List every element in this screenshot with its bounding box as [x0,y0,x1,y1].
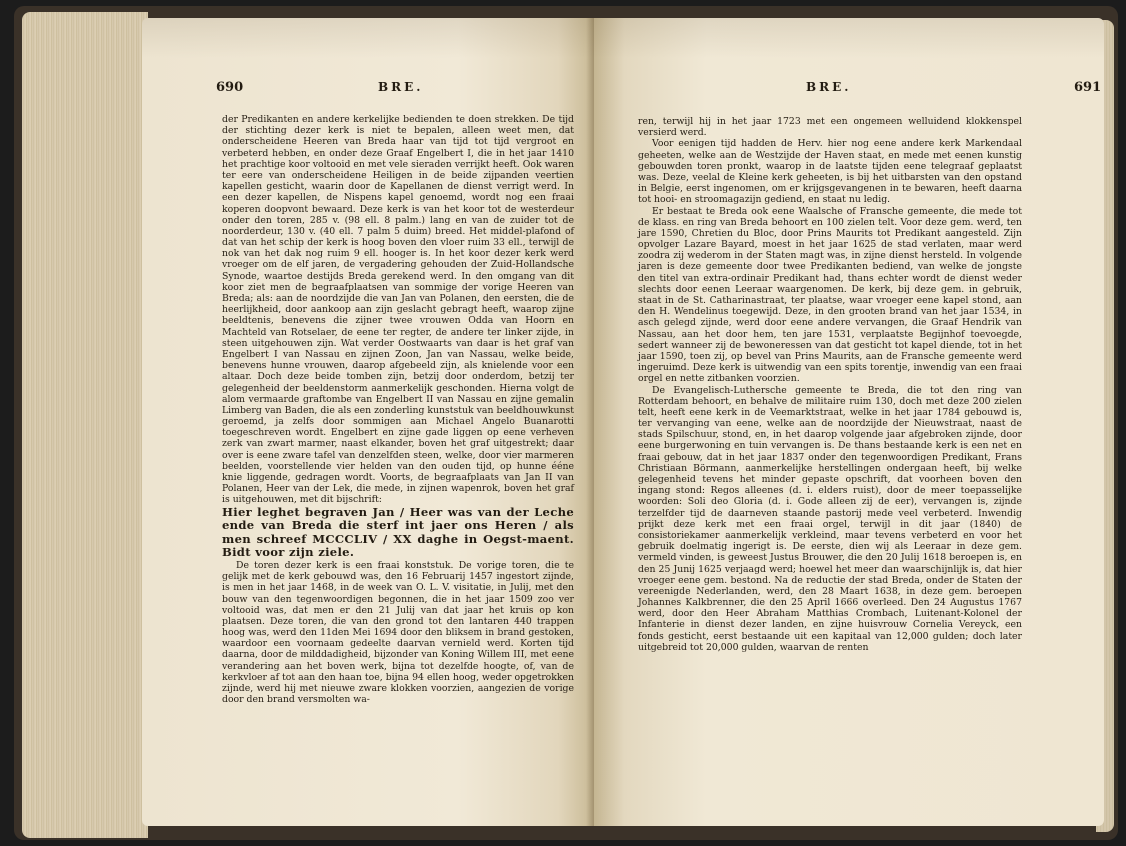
left-page-body [222,114,574,705]
right-page-number: 691 [1074,80,1102,95]
right-page-header [594,80,1104,100]
right-paragraph: Voor eenigen tijd hadden de Herv. hier nog eene andere kerk Markendaal geheeten, welke aan de Westzijde der Haven staat, en mede met eenen kunstig gebouwden toren pronkt, waarop in de laatste tijden eene telegraaf geplaatst was. Deze, veelal de Kleine kerk geheeten, is bij het uitbarsten van den opstand in Belgie, eerst ingenomen, om er krijgsgevangenen in te bewaren, heeft daarna tot hooi- en stroomagazijn gediend, en staat nu ledig. [638,138,1022,206]
left-page-header [142,80,594,100]
blackletter-inscription: Hier leghet begraven Jan / Heer was van der Leche ende van Breda die sterf int jaer ons Heren / als men schreef MCCCLIV / XX daghe in Oegst-maent. Bidt voor zijn ziele. [222,504,574,560]
right-paragraph: Er bestaat te Breda ook eene Waalsche of Fransche gemeente, die mede tot de klass. en ring van Breda behoort en 100 zielen telt. Voor deze gem. werd, ten jare 1590, Chretien du Bloc, door Prins Maurits tot Predikant aangesteld. Zijn opvolger Lazare Bayard, moest in het jaar 1625 de stad verlaten, maar werd zoodra zij wederom in der Staten magt was, in zijne dienst hersteld. In volgende jaren is deze gemeente door twee Predikanten bediend, van welke de jongste den titel van extra-ordinair Predikant had, thans echter wordt de dienst weder slechts door eenen Leeraar waargenomen. De kerk, bij deze gem. in gebruik, staat in de St. Catharinastraat, ter plaatse, waar vroeger eene kapel stond, aan den H. Wendelinus toegewijd. Deze, in den grooten brand van het jaar 1534, in asch gelegd zijnde, werd door eene andere vervangen, die Graaf Hendrik van Nassau, aan het door hem, ten jare 1531, verplaatste Begijnhof toevoegde, sedert wanneer zij de bewoneressen van dat gesticht tot kapel diende, tot in het jaar 1590, toen zij, op bevel van Prins Maurits, aan de Fransche gemeente werd ingeruimd. Deze kerk is uitwendig van een spits torentje, inwendig van een fraai orgel en nette zitbanken voorzien. [638,205,1022,385]
right-paragraph: ren, terwijl hij in het jaar 1723 met een ongemeen welluidend klokkenspel versierd werd. [638,116,1022,139]
left-page-edges [22,12,148,838]
open-book [14,6,1118,840]
left-page [142,18,594,826]
right-page-body [638,116,1022,653]
right-running-head: BRE. [806,80,852,94]
left-paragraph: der Predikanten en andere kerkelijke bedienden te doen strekken. De tijd der stichting dezer kerk is niet te bepalen, alleen weet men, dat onderscheidene Heeren van Breda haar van tijd tot tijd vergroot en verbeterd hebben, en onder deze Graaf Engelbert I, die in het jaar 1410 het prachtige koor voltooid en met vele sieraden verrijkt heeft. Ook waren ter eere van onderscheidene Heiligen in de beide zijpanden veertien kapellen gesticht, waarin door de Kapellanen de dienst verrigt werd. In een dezer kapellen, de Nispens kapel genoemd, wordt nog een fraai koperen doopvont bewaard. Deze kerk is van het koor tot de westerdeur onder den toren, 285 v. (98 ell. 8 palm.) lang en van de zuider tot de noorderdeur, 130 v. (40 ell. 7 palm 5 duim) breed. Het middel-plafond of dat van het schip der kerk is hoog boven den vloer ruim 33 ell., terwijl de nok van het dak nog ruim 9 ell. hooger is. In het koor dezer kerk werd vroeger om de elf jaren, de vergadering gehouden der Zuid-Hollandsche Synode, waartoe destijds Breda gerekend werd. In den omgang van dit koor ziet men de begraafplaatsen van sommige der vorige Heeren van Breda; als: aan de noordzijde die van Jan van Polanen, den eersten, die de heerlijkheid, door aankoop aan zijn geslacht gebragt heeft, waarop zijne beeldtenis, benevens die zijner twee vrouwen Odda van Hoorn en Machteld van Rotselaer, de eene ter regter, de andere ter linker zijde, in steen uitgehouwen zijn. Wat verder Oostwaarts van daar is het graf van Engelbert I van Nassau en zijnen Zoon, Jan van Nassau, welke beide, benevens hunne vrouwen, daarop afgebeeld zijn, als knielende voor een altaar. Doch deze beide tomben zijn, betzij door onderdom, betzij ter gelegenheid der beeldenstorm aanmerkelijk geschonden. Hierna volgt de alom vermaarde graftombe van Engelbert II van Nassau en zijne gemalin Limberg van Baden, die als een zonderling kunststuk van beeldhouwkunst geroemd, ja zelfs door sommigen aan Michael Angelo Buanarotti toegeschreven wordt. Engelbert en zijne gade liggen op eene verheven zerk van zwart marmer, naast elkander, boven het graf uitgestrekt; daar over is eene zware tafel van denzelfden steen, welke, door vier marmeren beelden, voorstellende vier helden van den ouden tijd, op hunne ééne knie liggende, gedragen wordt. Voorts, de begraafplaats van Jan II van Polanen, Heer van der Lek, die mede, in zijnen wapenrok, boven het graf is uitgehouwen, met dit bijschrift: [222,114,574,506]
left-closing-paragraph: De toren dezer kerk is een fraai konststuk. De vorige toren, die te gelijk met de kerk gebouwd was, den 16 Februarij 1457 ingestort zijnde, is men in het jaar 1468, in de week van O. L. V. visitatie, in Julij, met den bouw van den tegenwoordigen begonnen, die in het jaar 1509 zoo ver voltooid was, dat men er den 21 Julij van dat jaar het kruis op kon plaatsen. Deze toren, die van den grond tot den lantaren 440 trappen hoog was, werd den 11den Mei 1694 door den bliksem in brand gestoken, waardoor een voornaam gedeelte daarvan vernield werd. Korten tijd daarna, door de milddadigheid, bijzonder van Koning Willem III, met eene verandering aan het boven werk, bijna tot dezelfde hoogte, of, van de kerkvloer af tot aan den haan toe, bijna 94 ellen hoog, weder opgetrokken zijnde, werd hij met nieuwe zware klokken voorzien, aangezien de vorige door den brand versmolten wa- [222,559,574,706]
right-page [594,18,1104,826]
left-running-head: BRE. [378,80,424,94]
left-page-number: 690 [216,80,244,95]
right-paragraph: De Evangelisch-Luthersche gemeente te Breda, die tot den ring van Rotterdam behoort, en behalve de militaire ruim 130, doch met deze 200 zielen telt, heeft eene kerk in de Veemarktstraat, welke in het jaar 1784 gebouwd is, ter vervanging van eene, welke aan de noordzijde der Nieuwstraat, naast de stads Spilschuur, stond, en, in het daarop volgende jaar afgebroken zijnde, door eene burgerwoning en tuin vervangen is. De thans bestaande kerk is een net en fraai gebouw, dat in het jaar 1837 onder den tegenwoordigen Predikant, Frans Christiaan Börmann, aanmerkelijke herstellingen ondergaan heeft, bij welke gelegenheid tevens het minder gepaste opschrift, dat voorheen boven den ingang stond: Regos alleenes (d. i. elders ruist), door de meer toepasselijke woorden: Soli deo Gloria (d. i. Gode alleen zij de eer), vervangen is, zijnde terzelfder tijd de daarneven staande pastorij mede veel verbeterd. Inwendig prijkt deze kerk met een fraai orgel, terwijl in dit jaar (1840) de consistoriekamer aanmerkelijk verkleind, maar tevens verbeterd en voor het gebruik doelmatig ingerigt is. De eerste, dien wij als Leeraar in deze gem. vermeld vinden, is geweest Justus Brouwer, die den 20 Julij 1618 beroepen is, en den 25 Junij 1625 verjaagd werd; hoewel het meer dan waarschijnlijk is, dat hier vroeger eene gem. bestond. Na de reductie der stad Breda, onder de Staten der vereenigde Nederlanden, werd, den 28 Maart 1638, in deze gem. beroepen Johannes Kalkbrenner, die den 25 April 1666 overleed. Den 24 Augustus 1767 werd, door den Heer Abraham Matthias Crombach, Luitenant-Kolonel der Infanterie in dienst dezer landen, en zijne huisvrouw Cornelia Vereyck, een fonds gesticht, eerst bestaande uit een kapitaal van 12,000 gulden; doch later uitgebreid tot 20,000 gulden, waarvan de renten [638,384,1022,653]
